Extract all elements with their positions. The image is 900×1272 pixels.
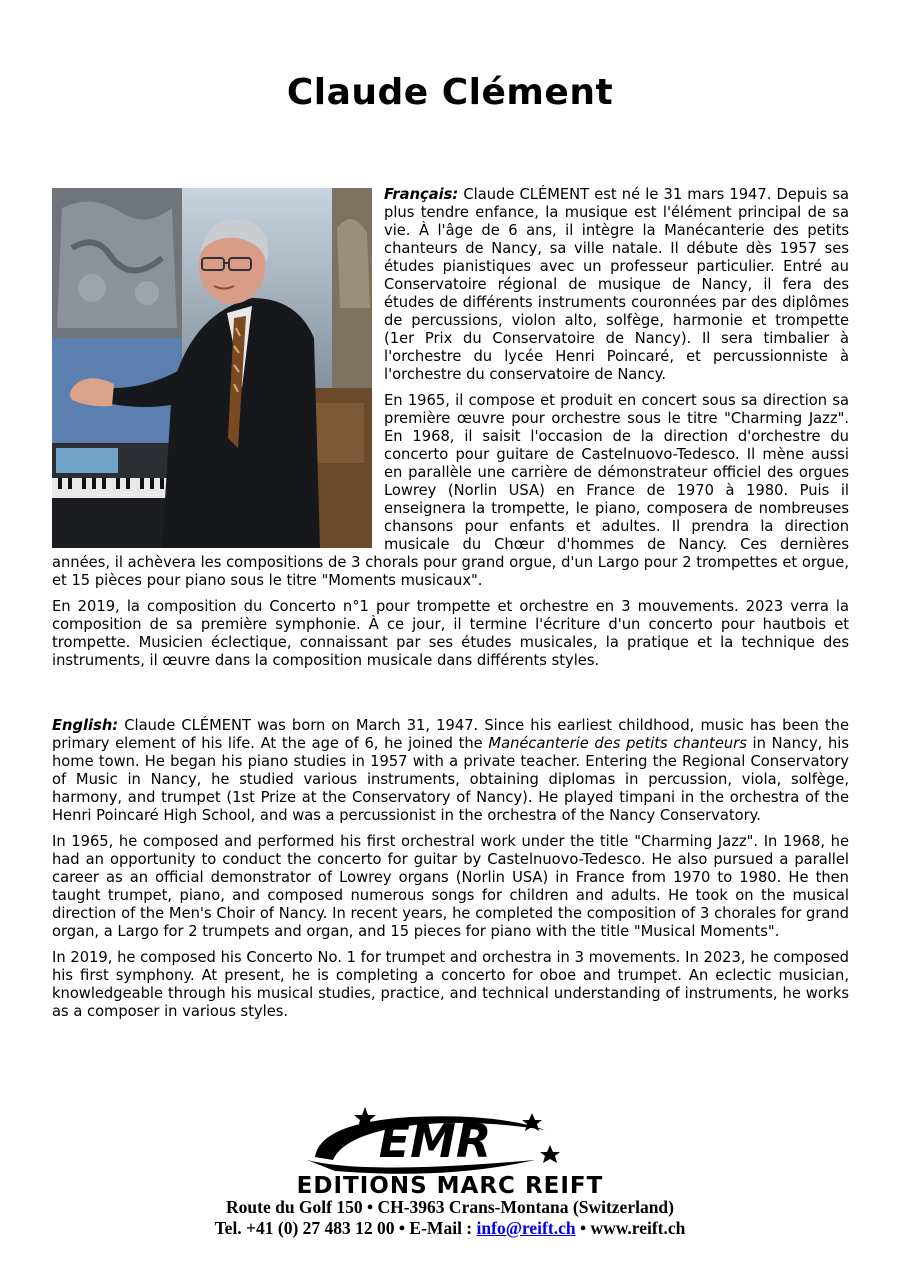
- french-paragraph-2: En 1965, il compose et produit en concert sous sa direction sa première œuvre pour orchestre sous le titre "Charming Jazz". En 1968, il saisit l'occasion de la direction d'orchestre du concerto pour guitare de Castelnuovo-Tedesco. Il mène aussi en parallèle une carrière de démonstrateur officiel des orgues Lowrey (Norlin USA) en France de 1970 à 1980. Puis il enseignera la trompette, le piano, composera de nombreuses chansons pour enfants et adultes. Il prendra la direction musicale du Chœur d'hommes de Nancy. Ces dernières années, il achèvera les compositions de 3 chorals pour grand orgue, d'un Largo pour 2 trompettes et orgue, et 15 pièces pour piano sous le titre "Moments musicaux".: [52, 392, 849, 589]
- english-paragraph-3: In 2019, he composed his Concerto No. 1 for trumpet and orchestra in 3 movements. In 2023, he composed his first symphony. At present, he is completing a concerto for oboe and trumpet. An eclectic musician, knowledgeable through his musical studies, practice, and technical understanding of instruments, he works as a composer in various styles.: [52, 949, 849, 1020]
- composer-photo-image: [52, 188, 372, 548]
- english-paragraph-1: [52, 717, 849, 825]
- french-paragraph-1-text: Claude CLÉMENT est né le 31 mars 1947. Depuis sa plus tendre enfance, la musique est l'élément principal de sa vie. À l'âge de 6 ans, il intègre la Manécanterie des petits chanteurs de Nancy, sa ville natale. Il débute dès 1957 ses études pianistiques avec un professeur particulier. Entré au Conservatoire régional de musique de Nancy, il fera des études de différents instruments couronnées par des diplômes de percussions, violon alto, solfège, harmonie et trompette (1er Prix du Conservatoire de Nancy). Il sera timbalier à l'orchestre du lycée Henri Poincaré, et percussionniste à l'orchestre du conservatoire de Nancy.: [384, 186, 849, 383]
- publisher-address: Route du Golf 150 • CH-3963 Crans-Montana (Switzerland): [226, 1197, 674, 1217]
- french-label: Français:: [384, 186, 459, 203]
- logo-publisher-text: EDITIONS MARC REIFT: [296, 1173, 604, 1197]
- logo-emr-text: EMR: [378, 1114, 492, 1168]
- page-title: Claude Clément: [286, 72, 614, 113]
- publisher-logo: [245, 1105, 655, 1197]
- email-link[interactable]: info@reift.ch: [476, 1218, 576, 1238]
- french-paragraph-3: En 2019, la composition du Concerto n°1 pour trompette et orchestre en 3 mouvements. 2023 verra la composition de sa première symphonie. À ce jour, il termine l'écriture d'un concerto pour hautbois et trompette. Musicien éclectique, connaissant par ses études musicales, la pratique et la technique des instruments, il œuvre dans la composition musicale dans différents styles.: [52, 598, 849, 669]
- english-paragraph-1-text-a: Claude CLÉMENT was born on March 31, 1947. Since his earliest childhood, music has been the primary element of his life. At the age of 6, he joined the: [52, 717, 849, 752]
- publisher-contact: [0, 1218, 900, 1239]
- composer-photo: [52, 188, 372, 548]
- english-paragraph-1-text-b: in Nancy, his home town. He began his piano studies in 1957 with a private teacher. Entering the Regional Conservatory of Music in Nancy, he studied various instruments, obtaining diplomas in percussion, viola, solfège, harmony, and trumpet (1st Prize at the Conservatory of Nancy). He played timpani in the orchestra of the Henri Poincaré High School, and was a percussionist in the orchestra of the Nancy Conservatory.: [52, 735, 850, 824]
- english-paragraph-2: In 1965, he composed and performed his first orchestral work under the title "Charming Jazz". In 1968, he had an opportunity to conduct the concerto for guitar by Castelnuovo-Tedesco. He also pursued a parallel career as an official demonstrator of Lowrey organs (Norlin USA) in France from 1970 to 1980. He then taught trumpet, piano, and composed numerous songs for children and adults. He took on the musical direction of the Men's Choir of Nancy. In recent years, he completed the composition of 3 chorales for grand organ, a Largo for 2 trumpets and organ, and 15 pieces for piano with the title "Musical Moments".: [52, 833, 849, 940]
- contact-website: • www.reift.ch: [575, 1218, 686, 1238]
- english-biography: [52, 717, 849, 1029]
- contact-phone: Tel. +41 (0) 27 483 12 00 • E-Mail :: [214, 1218, 477, 1238]
- english-label: English:: [52, 717, 119, 734]
- french-biography: [52, 186, 849, 678]
- english-italic-choir: Manécanterie des petits chanteurs: [488, 735, 747, 752]
